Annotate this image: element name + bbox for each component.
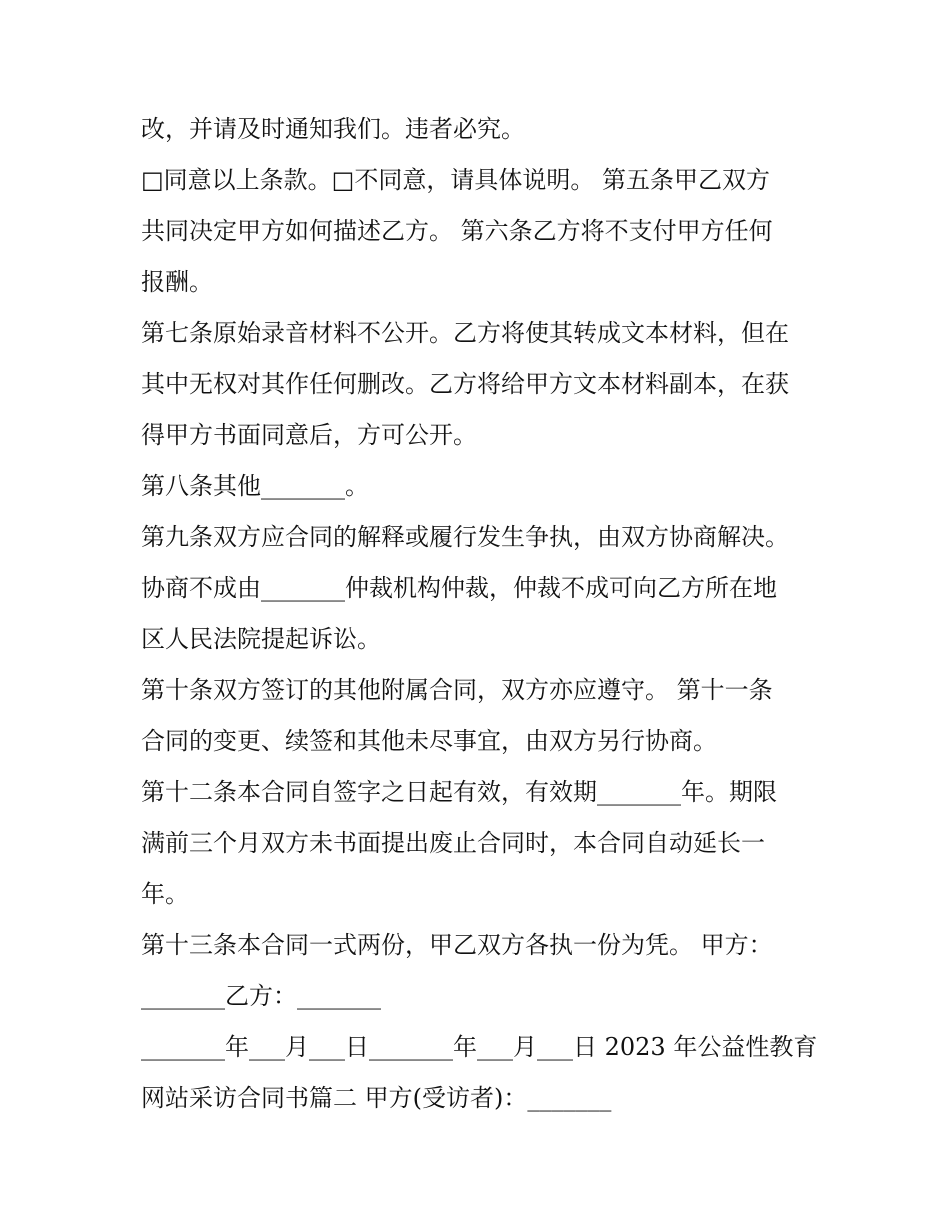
text-line: 第十条双方签订的其他附属合同，双方亦应遵守。 第十一条 — [141, 676, 773, 704]
text-line: 网站采访合同书篇二 甲方(受访者)：_______ — [141, 1084, 612, 1112]
text-line: 报酬。 — [141, 268, 213, 296]
text-line: _______年___月___日_______年___月___日 2023 年公益性教育 — [141, 1033, 818, 1061]
text-line: 其中无权对其作任何删改。乙方将给甲方文本材料副本，在获 — [141, 370, 789, 398]
text-line: 第八条其他_______。 — [141, 472, 369, 500]
text-line: 得甲方书面同意后，方可公开。 — [141, 421, 477, 449]
text-line: 改，并请及时通知我们。违者必究。 — [141, 115, 525, 143]
text-line: 区人民法院提起诉讼。 — [141, 625, 381, 653]
text-line: 满前三个月双方未书面提出废止合同时，本合同自动延长一 — [141, 829, 765, 857]
text-line: 协商不成由_______仲裁机构仲裁，仲裁不成可向乙方所在地 — [141, 574, 777, 602]
text-line: _______乙方：_______ — [141, 982, 381, 1010]
document-page — [141, 104, 821, 1124]
text-line: 共同决定甲方如何描述乙方。 第六条乙方将不支付甲方任何 — [141, 217, 773, 245]
text-line: 第七条原始录音材料不公开。乙方将使其转成文本材料，但在 — [141, 319, 789, 347]
text-line: 第十二条本合同自签字之日起有效，有效期_______年。期限 — [141, 778, 777, 806]
text-line: 年。 — [141, 880, 189, 908]
text-line: □同意以上条款。□不同意，请具体说明。 第五条甲乙双方 — [141, 166, 770, 194]
text-line: 第九条双方应合同的解释或履行发生争执，由双方协商解决。 — [141, 523, 789, 551]
text-line: 第十三条本合同一式两份，甲乙双方各执一份为凭。 甲方： — [141, 931, 773, 959]
text-line: 合同的变更、续签和其他未尽事宜，由双方另行协商。 — [141, 727, 717, 755]
